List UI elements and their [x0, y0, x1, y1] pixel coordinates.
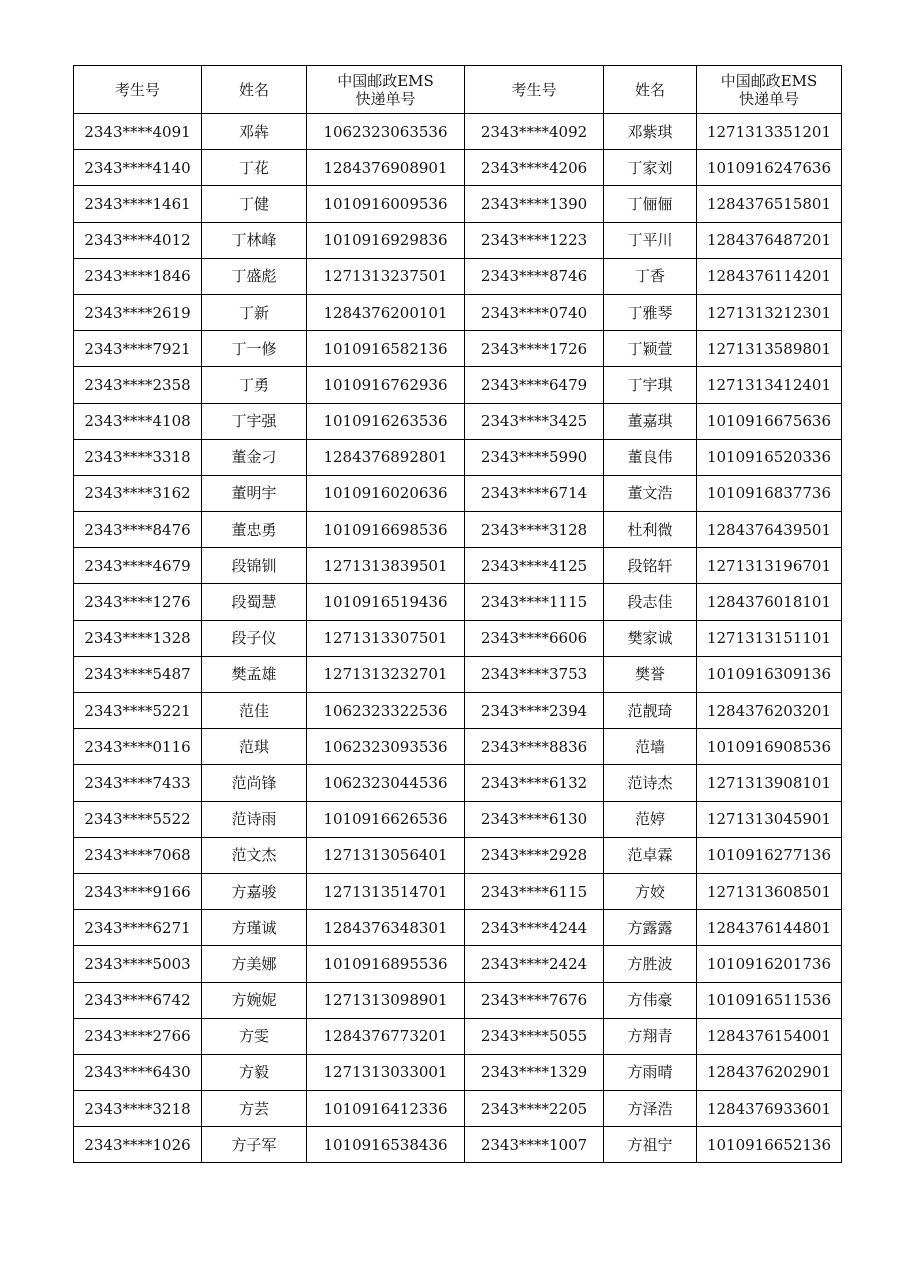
exam-id-cell-left: 2343****7921: [74, 331, 202, 367]
table-row: [74, 946, 842, 982]
table-row: [74, 403, 842, 439]
name-cell-left: 丁盛彪: [202, 258, 307, 294]
name-cell-left: 方子军: [202, 1127, 307, 1163]
ems-number-cell-left: 1010916009536: [307, 186, 465, 222]
ems-number-cell-right: 1284376515801: [697, 186, 842, 222]
ems-number-cell-left: 1062323044536: [307, 765, 465, 801]
header-ems-line1: 中国邮政EMS: [337, 71, 434, 90]
header-ems-line2: 快递单号: [738, 89, 799, 108]
exam-id-cell-right: 2343****1115: [465, 584, 604, 620]
name-cell-right: 方雨晴: [604, 1054, 697, 1090]
name-cell-right: 董良伟: [604, 439, 697, 475]
table-row: [74, 186, 842, 222]
table-body: [74, 114, 842, 1163]
ems-number-cell-right: 1271313045901: [697, 801, 842, 837]
name-cell-left: 丁一修: [202, 331, 307, 367]
table-row: [74, 584, 842, 620]
table-row: [74, 982, 842, 1018]
table-row: [74, 729, 842, 765]
exam-id-cell-left: 2343****1328: [74, 620, 202, 656]
ems-number-cell-right: 1271313351201: [697, 114, 842, 150]
ems-number-cell-left: 1284376892801: [307, 439, 465, 475]
table-row: [74, 620, 842, 656]
exam-id-cell-left: 2343****7068: [74, 837, 202, 873]
exam-id-cell-right: 2343****0740: [465, 294, 604, 330]
ems-number-cell-right: 1271313151101: [697, 620, 842, 656]
exam-id-cell-right: 2343****8836: [465, 729, 604, 765]
name-cell-left: 范琪: [202, 729, 307, 765]
ems-number-cell-right: 1010916520336: [697, 439, 842, 475]
ems-number-cell-right: 1010916201736: [697, 946, 842, 982]
ems-number-cell-left: 1284376908901: [307, 150, 465, 186]
exam-id-cell-right: 2343****1390: [465, 186, 604, 222]
name-cell-left: 董明宇: [202, 475, 307, 511]
exam-id-cell-left: 2343****5487: [74, 656, 202, 692]
name-cell-left: 段子仪: [202, 620, 307, 656]
exam-id-cell-left: 2343****7433: [74, 765, 202, 801]
table-row: [74, 910, 842, 946]
exam-id-cell-right: 2343****6714: [465, 475, 604, 511]
name-cell-right: 范靓琦: [604, 693, 697, 729]
ems-number-cell-right: 1010916675636: [697, 403, 842, 439]
name-cell-right: 方祖宁: [604, 1127, 697, 1163]
name-cell-left: 丁林峰: [202, 222, 307, 258]
exam-id-cell-right: 2343****1007: [465, 1127, 604, 1163]
table-row: [74, 439, 842, 475]
ems-number-cell-right: 1271313212301: [697, 294, 842, 330]
name-cell-right: 丁香: [604, 258, 697, 294]
exam-id-cell-left: 2343****1846: [74, 258, 202, 294]
ems-number-cell-left: 1271313098901: [307, 982, 465, 1018]
exam-id-cell-right: 2343****2205: [465, 1091, 604, 1127]
name-cell-right: 杜利微: [604, 512, 697, 548]
name-cell-right: 丁俪俪: [604, 186, 697, 222]
exam-id-cell-right: 2343****3128: [465, 512, 604, 548]
ems-number-cell-right: 1271313589801: [697, 331, 842, 367]
ems-number-cell-left: 1271313514701: [307, 873, 465, 909]
name-cell-right: 段志佳: [604, 584, 697, 620]
exam-id-cell-right: 2343****4092: [465, 114, 604, 150]
name-cell-left: 丁花: [202, 150, 307, 186]
ems-number-cell-right: 1010916309136: [697, 656, 842, 692]
exam-id-cell-left: 2343****1276: [74, 584, 202, 620]
header-ems-left: [307, 66, 465, 114]
ems-number-cell-left: 1010916626536: [307, 801, 465, 837]
name-cell-left: 邓犇: [202, 114, 307, 150]
name-cell-left: 樊孟雄: [202, 656, 307, 692]
ems-number-cell-right: 1271313412401: [697, 367, 842, 403]
exam-id-cell-right: 2343****2928: [465, 837, 604, 873]
name-cell-right: 董嘉琪: [604, 403, 697, 439]
table-row: [74, 873, 842, 909]
exam-id-cell-left: 2343****2358: [74, 367, 202, 403]
ems-number-cell-left: 1010916538436: [307, 1127, 465, 1163]
exam-id-cell-left: 2343****4091: [74, 114, 202, 150]
exam-id-cell-left: 2343****3218: [74, 1091, 202, 1127]
ems-number-cell-right: 1284376018101: [697, 584, 842, 620]
ems-number-cell-left: 1271313033001: [307, 1054, 465, 1090]
name-cell-right: 丁雅琴: [604, 294, 697, 330]
header-ems-line1: 中国邮政EMS: [720, 71, 818, 90]
ems-number-cell-right: 1271313196701: [697, 548, 842, 584]
exam-id-cell-left: 2343****6430: [74, 1054, 202, 1090]
name-cell-left: 范诗雨: [202, 801, 307, 837]
name-cell-right: 邓紫琪: [604, 114, 697, 150]
name-cell-left: 范尚锋: [202, 765, 307, 801]
table-row: [74, 656, 842, 692]
ems-number-cell-right: 1284376933601: [697, 1091, 842, 1127]
ems-number-cell-right: 1284376439501: [697, 512, 842, 548]
ems-number-cell-left: 1010916762936: [307, 367, 465, 403]
exam-id-cell-right: 2343****6606: [465, 620, 604, 656]
table-row: [74, 294, 842, 330]
header-row: [74, 66, 842, 114]
ems-number-cell-right: 1284376202901: [697, 1054, 842, 1090]
exam-id-cell-right: 2343****4125: [465, 548, 604, 584]
ems-number-cell-left: 1010916929836: [307, 222, 465, 258]
name-cell-right: 丁宇琪: [604, 367, 697, 403]
exam-id-cell-right: 2343****5990: [465, 439, 604, 475]
name-cell-left: 范文杰: [202, 837, 307, 873]
name-cell-left: 丁勇: [202, 367, 307, 403]
table-row: [74, 512, 842, 548]
ems-number-cell-left: 1271313307501: [307, 620, 465, 656]
header-name-right: 姓名: [604, 66, 697, 114]
table-row: [74, 801, 842, 837]
exam-id-cell-left: 2343****5003: [74, 946, 202, 982]
exam-id-cell-right: 2343****1223: [465, 222, 604, 258]
exam-id-cell-left: 2343****2766: [74, 1018, 202, 1054]
exam-id-cell-left: 2343****5221: [74, 693, 202, 729]
name-cell-left: 段锦钏: [202, 548, 307, 584]
name-cell-left: 董忠勇: [202, 512, 307, 548]
exam-id-cell-left: 2343****1026: [74, 1127, 202, 1163]
name-cell-left: 范佳: [202, 693, 307, 729]
exam-id-cell-right: 2343****6132: [465, 765, 604, 801]
ems-number-cell-right: 1284376203201: [697, 693, 842, 729]
exam-id-cell-left: 2343****4679: [74, 548, 202, 584]
ems-number-cell-left: 1062323322536: [307, 693, 465, 729]
table-row: [74, 114, 842, 150]
ems-number-cell-right: 1271313608501: [697, 873, 842, 909]
exam-id-cell-right: 2343****6115: [465, 873, 604, 909]
exam-id-cell-right: 2343****3425: [465, 403, 604, 439]
ems-number-cell-left: 1271313237501: [307, 258, 465, 294]
ems-number-cell-left: 1010916895536: [307, 946, 465, 982]
name-cell-left: 丁新: [202, 294, 307, 330]
ems-number-cell-left: 1271313056401: [307, 837, 465, 873]
name-cell-right: 樊誉: [604, 656, 697, 692]
name-cell-left: 方毅: [202, 1054, 307, 1090]
ems-number-cell-left: 1062323063536: [307, 114, 465, 150]
exam-id-cell-right: 2343****6130: [465, 801, 604, 837]
name-cell-left: 董金刁: [202, 439, 307, 475]
name-cell-right: 丁平川: [604, 222, 697, 258]
ems-number-cell-right: 1010916511536: [697, 982, 842, 1018]
exam-id-cell-right: 2343****7676: [465, 982, 604, 1018]
ems-number-cell-left: 1010916412336: [307, 1091, 465, 1127]
name-cell-right: 丁家刘: [604, 150, 697, 186]
header-exam-id-right: 考生号: [465, 66, 604, 114]
name-cell-left: 方美娜: [202, 946, 307, 982]
table-row: [74, 258, 842, 294]
name-cell-left: 方瑾诚: [202, 910, 307, 946]
name-cell-right: 方泽浩: [604, 1091, 697, 1127]
table-row: [74, 548, 842, 584]
exam-id-cell-left: 2343****8476: [74, 512, 202, 548]
ems-number-cell-right: 1010916247636: [697, 150, 842, 186]
ems-number-cell-left: 1010916263536: [307, 403, 465, 439]
ems-number-cell-left: 1010916519436: [307, 584, 465, 620]
exam-id-cell-left: 2343****0116: [74, 729, 202, 765]
name-cell-right: 丁颖萱: [604, 331, 697, 367]
name-cell-right: 范诗杰: [604, 765, 697, 801]
header-ems-line2: 快递单号: [355, 89, 416, 108]
exam-id-cell-left: 2343****4108: [74, 403, 202, 439]
exam-id-cell-right: 2343****3753: [465, 656, 604, 692]
ems-tracking-table: [73, 65, 842, 1163]
ems-number-cell-right: 1284376154001: [697, 1018, 842, 1054]
ems-number-cell-right: 1010916908536: [697, 729, 842, 765]
exam-id-cell-right: 2343****4244: [465, 910, 604, 946]
name-cell-left: 方芸: [202, 1091, 307, 1127]
ems-number-cell-left: 1271313839501: [307, 548, 465, 584]
exam-id-cell-left: 2343****2619: [74, 294, 202, 330]
table-row: [74, 1018, 842, 1054]
table-row: [74, 1127, 842, 1163]
table-row: [74, 837, 842, 873]
exam-id-cell-right: 2343****2394: [465, 693, 604, 729]
header-ems-right: [697, 66, 842, 114]
exam-id-cell-right: 2343****8746: [465, 258, 604, 294]
name-cell-right: 方胜波: [604, 946, 697, 982]
ems-number-cell-left: 1010916020636: [307, 475, 465, 511]
document-page: [73, 65, 841, 1163]
ems-number-cell-right: 1284376144801: [697, 910, 842, 946]
table-row: [74, 1054, 842, 1090]
table-row: [74, 367, 842, 403]
name-cell-right: 董文浩: [604, 475, 697, 511]
name-cell-right: 方伟豪: [604, 982, 697, 1018]
ems-number-cell-left: 1284376348301: [307, 910, 465, 946]
name-cell-left: 方嘉骏: [202, 873, 307, 909]
ems-number-cell-left: 1062323093536: [307, 729, 465, 765]
name-cell-right: 方姣: [604, 873, 697, 909]
name-cell-left: 丁宇强: [202, 403, 307, 439]
name-cell-right: 樊家诚: [604, 620, 697, 656]
ems-number-cell-left: 1271313232701: [307, 656, 465, 692]
exam-id-cell-right: 2343****4206: [465, 150, 604, 186]
ems-number-cell-left: 1010916582136: [307, 331, 465, 367]
table-row: [74, 150, 842, 186]
exam-id-cell-right: 2343****6479: [465, 367, 604, 403]
exam-id-cell-left: 2343****3318: [74, 439, 202, 475]
name-cell-right: 范卓霖: [604, 837, 697, 873]
exam-id-cell-right: 2343****5055: [465, 1018, 604, 1054]
ems-number-cell-right: 1010916837736: [697, 475, 842, 511]
exam-id-cell-left: 2343****4012: [74, 222, 202, 258]
name-cell-right: 方翔青: [604, 1018, 697, 1054]
exam-id-cell-right: 2343****1329: [465, 1054, 604, 1090]
name-cell-right: 段铭轩: [604, 548, 697, 584]
ems-number-cell-right: 1284376487201: [697, 222, 842, 258]
ems-number-cell-left: 1010916698536: [307, 512, 465, 548]
exam-id-cell-right: 2343****2424: [465, 946, 604, 982]
name-cell-left: 段蜀慧: [202, 584, 307, 620]
ems-number-cell-right: 1271313908101: [697, 765, 842, 801]
name-cell-right: 方露露: [604, 910, 697, 946]
ems-number-cell-right: 1284376114201: [697, 258, 842, 294]
exam-id-cell-left: 2343****3162: [74, 475, 202, 511]
ems-number-cell-left: 1284376200101: [307, 294, 465, 330]
table-row: [74, 331, 842, 367]
name-cell-right: 范墙: [604, 729, 697, 765]
name-cell-left: 方雯: [202, 1018, 307, 1054]
header-exam-id-left: 考生号: [74, 66, 202, 114]
exam-id-cell-left: 2343****4140: [74, 150, 202, 186]
name-cell-right: 范婷: [604, 801, 697, 837]
name-cell-left: 方婉妮: [202, 982, 307, 1018]
ems-number-cell-right: 1010916652136: [697, 1127, 842, 1163]
table-row: [74, 1091, 842, 1127]
ems-number-cell-left: 1284376773201: [307, 1018, 465, 1054]
exam-id-cell-left: 2343****6271: [74, 910, 202, 946]
ems-number-cell-right: 1010916277136: [697, 837, 842, 873]
table-row: [74, 765, 842, 801]
table-row: [74, 222, 842, 258]
header-name-left: 姓名: [202, 66, 307, 114]
exam-id-cell-left: 2343****9166: [74, 873, 202, 909]
table-row: [74, 693, 842, 729]
exam-id-cell-right: 2343****1726: [465, 331, 604, 367]
exam-id-cell-left: 2343****5522: [74, 801, 202, 837]
exam-id-cell-left: 2343****1461: [74, 186, 202, 222]
table-row: [74, 475, 842, 511]
name-cell-left: 丁健: [202, 186, 307, 222]
exam-id-cell-left: 2343****6742: [74, 982, 202, 1018]
